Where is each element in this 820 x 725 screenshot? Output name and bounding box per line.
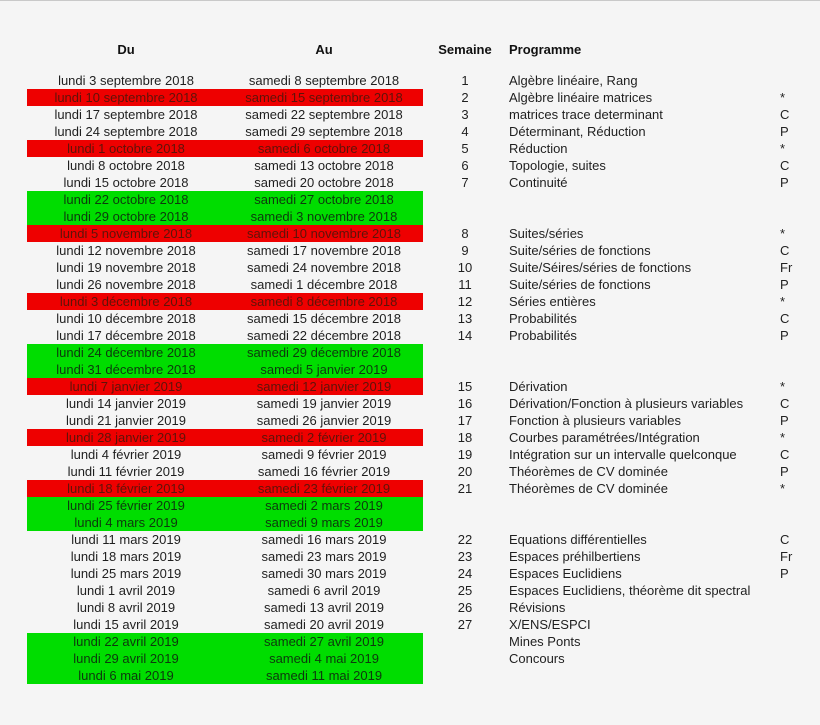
note-cell <box>780 344 816 361</box>
table-row <box>0 616 820 633</box>
semaine-number-cell: 15 <box>457 379 473 394</box>
au-date-cell: samedi 23 février 2019 <box>257 481 391 496</box>
note-cell: P <box>780 277 789 292</box>
note-cell <box>780 633 816 650</box>
programme-cell: X/ENS/ESPCI <box>509 617 591 632</box>
programme-cell: Espaces Euclidiens <box>509 566 622 581</box>
note-cell <box>780 208 816 225</box>
du-date-cell: lundi 24 décembre 2018 <box>56 345 196 360</box>
table-row <box>0 259 820 276</box>
column-header-au: Au <box>315 42 333 57</box>
du-date-cell: lundi 15 octobre 2018 <box>63 175 189 190</box>
semaine-number-cell: 7 <box>461 175 469 190</box>
table-row <box>0 395 820 412</box>
du-date-cell: lundi 7 janvier 2019 <box>69 379 183 394</box>
du-date-cell: lundi 11 février 2019 <box>67 464 185 479</box>
programme-cell: Séries entières <box>509 294 596 309</box>
note-cell: C <box>780 532 790 547</box>
du-date-cell: lundi 17 décembre 2018 <box>56 328 196 343</box>
table-row <box>0 344 820 361</box>
programme-cell: Topologie, suites <box>509 158 606 173</box>
au-date-cell: samedi 29 décembre 2018 <box>247 345 401 360</box>
column-header-programme: Programme <box>509 42 582 57</box>
semaine-number-cell: 18 <box>457 430 473 445</box>
au-date-cell: samedi 8 septembre 2018 <box>248 73 400 88</box>
table-row <box>0 208 820 225</box>
table-row <box>0 582 820 599</box>
du-date-cell: lundi 17 septembre 2018 <box>54 107 198 122</box>
programme-cell <box>509 191 779 208</box>
au-date-cell: samedi 1 décembre 2018 <box>250 277 398 292</box>
programme-cell: Réduction <box>509 141 568 156</box>
note-cell: P <box>780 175 789 190</box>
note-cell: P <box>780 124 789 139</box>
du-date-cell: lundi 5 novembre 2018 <box>59 226 193 241</box>
programme-cell: Suite/séries de fonctions <box>509 277 651 292</box>
semaine-number-cell <box>437 208 493 225</box>
note-cell: P <box>780 464 789 479</box>
au-date-cell: samedi 26 janvier 2019 <box>256 413 392 428</box>
semaine-number-cell: 9 <box>461 243 469 258</box>
programme-cell: Equations différentielles <box>509 532 647 547</box>
au-date-cell: samedi 15 décembre 2018 <box>247 311 401 326</box>
du-date-cell: lundi 6 mai 2019 <box>78 668 174 683</box>
note-cell: Fr <box>780 260 793 275</box>
semaine-number-cell: 1 <box>461 73 469 88</box>
programme-cell: Courbes paramétrées/Intégration <box>509 430 700 445</box>
semaine-number-cell: 23 <box>457 549 473 564</box>
table-row <box>0 531 820 548</box>
du-date-cell: lundi 18 février 2019 <box>67 481 185 496</box>
au-date-cell: samedi 13 avril 2019 <box>264 600 384 615</box>
programme-cell: Théorèmes de CV dominée <box>509 464 668 479</box>
programme-cell: Mines Ponts <box>509 634 581 649</box>
du-date-cell: lundi 11 mars 2019 <box>71 532 181 547</box>
au-date-cell: samedi 10 novembre 2018 <box>247 226 401 241</box>
au-date-cell: samedi 6 avril 2019 <box>267 583 381 598</box>
du-date-cell: lundi 22 avril 2019 <box>73 634 179 649</box>
semaine-number-cell: 11 <box>458 277 472 292</box>
table-row <box>0 157 820 174</box>
table-row <box>0 191 820 208</box>
programme-cell: Intégration sur un intervalle quelconque <box>509 447 737 462</box>
note-cell <box>780 497 816 514</box>
table-row <box>0 123 820 140</box>
note-cell <box>780 72 816 89</box>
au-date-cell: samedi 22 décembre 2018 <box>247 328 401 343</box>
du-date-cell: lundi 1 avril 2019 <box>76 583 176 598</box>
column-header-du: Du <box>117 42 135 57</box>
table-row <box>0 650 820 667</box>
note-cell: P <box>780 566 789 581</box>
au-date-cell: samedi 2 mars 2019 <box>265 498 383 513</box>
au-date-cell: samedi 4 mai 2019 <box>269 651 379 666</box>
au-date-cell: samedi 6 octobre 2018 <box>257 141 391 156</box>
note-cell: * <box>780 141 786 156</box>
note-cell: P <box>780 413 789 428</box>
semaine-number-cell: 13 <box>457 311 473 326</box>
au-date-cell: samedi 27 avril 2019 <box>264 634 384 649</box>
table-row <box>0 463 820 480</box>
programme-cell: Probabilités <box>509 311 577 326</box>
au-date-cell: samedi 5 janvier 2019 <box>260 362 388 377</box>
semaine-number-cell: 24 <box>457 566 473 581</box>
programme-cell: Suites/séries <box>509 226 584 241</box>
programme-cell: Révisions <box>509 600 566 615</box>
note-cell: C <box>780 311 790 326</box>
table-row <box>0 667 820 684</box>
table-row <box>0 72 820 89</box>
du-date-cell: lundi 1 octobre 2018 <box>67 141 185 156</box>
au-date-cell: samedi 23 mars 2019 <box>261 549 387 564</box>
du-date-cell: lundi 18 mars 2019 <box>70 549 182 564</box>
semaine-number-cell: 22 <box>457 532 473 547</box>
note-cell: C <box>780 107 790 122</box>
au-date-cell: samedi 29 septembre 2018 <box>245 124 403 139</box>
au-date-cell: samedi 9 février 2019 <box>261 447 387 462</box>
semaine-number-cell: 27 <box>457 617 473 632</box>
semaine-number-cell: 21 <box>457 481 473 496</box>
programme-cell: Dérivation/Fonction à plusieurs variables <box>509 396 744 411</box>
table-body <box>0 72 820 684</box>
note-cell: C <box>780 158 790 173</box>
du-date-cell: lundi 4 février 2019 <box>70 447 182 462</box>
du-date-cell: lundi 28 janvier 2019 <box>66 430 186 445</box>
table-row <box>0 480 820 497</box>
programme-cell: Continuité <box>509 175 568 190</box>
programme-cell: Concours <box>509 651 565 666</box>
semaine-number-cell: 14 <box>457 328 473 343</box>
du-date-cell: lundi 25 février 2019 <box>67 498 185 513</box>
au-date-cell: samedi 15 septembre 2018 <box>245 90 403 105</box>
note-cell: C <box>780 243 790 258</box>
programme-cell: Déterminant, Réduction <box>509 124 646 139</box>
programme-cell: matrices trace determinant <box>509 107 663 122</box>
semaine-number-cell <box>437 361 493 378</box>
semaine-number-cell: 25 <box>457 583 473 598</box>
programme-cell <box>509 497 779 514</box>
semaine-number-cell: 19 <box>457 447 473 462</box>
du-date-cell: lundi 8 octobre 2018 <box>67 158 185 173</box>
du-date-cell: lundi 21 janvier 2019 <box>66 413 186 428</box>
table-row <box>0 140 820 157</box>
du-date-cell: lundi 8 avril 2019 <box>76 600 176 615</box>
table-row <box>0 599 820 616</box>
programme-cell <box>509 208 779 225</box>
note-cell <box>780 582 816 599</box>
table-row <box>0 633 820 650</box>
semaine-number-cell: 20 <box>457 464 473 479</box>
semaine-number-cell: 16 <box>457 396 473 411</box>
table-row <box>0 174 820 191</box>
table-row <box>0 429 820 446</box>
programme-cell: Probabilités <box>509 328 577 343</box>
semaine-number-cell <box>437 497 493 514</box>
du-date-cell: lundi 31 décembre 2018 <box>56 362 196 377</box>
table-row <box>0 565 820 582</box>
semaine-number-cell: 17 <box>457 413 473 428</box>
au-date-cell: samedi 24 novembre 2018 <box>247 260 401 275</box>
du-date-cell: lundi 29 avril 2019 <box>73 651 179 666</box>
table-row <box>0 412 820 429</box>
note-cell <box>780 361 816 378</box>
semaine-number-cell: 8 <box>461 226 469 241</box>
table-row <box>0 293 820 310</box>
programme-cell: Suite/Séires/séries de fonctions <box>509 260 692 275</box>
table-row <box>0 106 820 123</box>
note-cell: * <box>780 481 786 496</box>
note-cell: * <box>780 294 786 309</box>
programme-cell <box>509 514 779 531</box>
au-date-cell: samedi 16 février 2019 <box>257 464 391 479</box>
table-row <box>0 225 820 242</box>
semaine-number-cell: 4 <box>461 124 469 139</box>
note-cell <box>780 514 816 531</box>
table-row <box>0 276 820 293</box>
programme-cell: Algèbre linéaire matrices <box>509 90 653 105</box>
programme-cell: Fonction à plusieurs variables <box>509 413 681 428</box>
du-date-cell: lundi 25 mars 2019 <box>70 566 182 581</box>
au-date-cell: samedi 3 novembre 2018 <box>250 209 398 224</box>
semaine-number-cell <box>437 344 493 361</box>
programme-cell <box>509 667 779 684</box>
au-date-cell: samedi 27 octobre 2018 <box>254 192 394 207</box>
semaine-number-cell <box>437 667 493 684</box>
du-date-cell: lundi 15 avril 2019 <box>73 617 179 632</box>
programme-cell: Espaces préhilbertiens <box>509 549 641 564</box>
semaine-number-cell: 26 <box>457 600 473 615</box>
programme-cell: Suite/séries de fonctions <box>509 243 651 258</box>
au-date-cell: samedi 2 février 2019 <box>261 430 387 445</box>
programme-cell: Espaces Euclidiens, théorème dit spectral <box>509 583 751 598</box>
semaine-number-cell: 6 <box>461 158 469 173</box>
du-date-cell: lundi 24 septembre 2018 <box>54 124 198 139</box>
note-cell <box>780 650 816 667</box>
du-date-cell: lundi 10 décembre 2018 <box>56 311 196 326</box>
table-row <box>0 378 820 395</box>
semaine-number-cell <box>437 633 493 650</box>
table-row <box>0 446 820 463</box>
schedule-sheet <box>0 1 820 725</box>
du-date-cell: lundi 26 novembre 2018 <box>56 277 196 292</box>
note-cell: * <box>780 379 786 394</box>
table-row <box>0 514 820 531</box>
du-date-cell: lundi 3 septembre 2018 <box>58 73 194 88</box>
table-row <box>0 310 820 327</box>
semaine-number-cell: 3 <box>461 107 469 122</box>
au-date-cell: samedi 30 mars 2019 <box>261 566 387 581</box>
au-date-cell: samedi 20 octobre 2018 <box>254 175 394 190</box>
au-date-cell: samedi 13 octobre 2018 <box>254 158 394 173</box>
du-date-cell: lundi 22 octobre 2018 <box>63 192 189 207</box>
table-row <box>0 361 820 378</box>
note-cell: * <box>780 90 786 105</box>
note-cell: Fr <box>780 549 793 564</box>
du-date-cell: lundi 14 janvier 2019 <box>66 396 186 411</box>
note-cell <box>780 667 816 684</box>
au-date-cell: samedi 20 avril 2019 <box>264 617 384 632</box>
note-cell: * <box>780 226 786 241</box>
programme-cell <box>509 361 779 378</box>
au-date-cell: samedi 9 mars 2019 <box>265 515 383 530</box>
semaine-number-cell <box>437 650 493 667</box>
programme-cell: Algèbre linéaire, Rang <box>509 73 638 88</box>
note-cell: * <box>780 430 786 445</box>
du-date-cell: lundi 4 mars 2019 <box>74 515 178 530</box>
programme-cell <box>509 344 779 361</box>
au-date-cell: samedi 12 janvier 2019 <box>256 379 392 394</box>
table-row <box>0 242 820 259</box>
semaine-number-cell: 5 <box>461 141 469 156</box>
column-header-semaine: Semaine <box>438 42 492 57</box>
semaine-number-cell: 2 <box>461 90 469 105</box>
table-row <box>0 548 820 565</box>
du-date-cell: lundi 3 décembre 2018 <box>59 294 193 309</box>
du-date-cell: lundi 12 novembre 2018 <box>56 243 196 258</box>
table-row <box>0 89 820 106</box>
note-cell: C <box>780 447 790 462</box>
programme-cell: Dérivation <box>509 379 568 394</box>
au-date-cell: samedi 11 mai 2019 <box>265 668 383 683</box>
semaine-number-cell <box>437 191 493 208</box>
du-date-cell: lundi 19 novembre 2018 <box>56 260 196 275</box>
note-cell <box>780 191 816 208</box>
au-date-cell: samedi 17 novembre 2018 <box>247 243 401 258</box>
programme-cell: Théorèmes de CV dominée <box>509 481 668 496</box>
semaine-number-cell <box>437 514 493 531</box>
note-cell: P <box>780 328 789 343</box>
au-date-cell: samedi 16 mars 2019 <box>261 532 387 547</box>
note-cell <box>780 616 816 633</box>
semaine-number-cell: 12 <box>457 294 473 309</box>
au-date-cell: samedi 19 janvier 2019 <box>256 396 392 411</box>
table-row <box>0 327 820 344</box>
du-date-cell: lundi 10 septembre 2018 <box>54 90 198 105</box>
du-date-cell: lundi 29 octobre 2018 <box>63 209 189 224</box>
au-date-cell: samedi 8 décembre 2018 <box>250 294 398 309</box>
table-row <box>0 497 820 514</box>
note-cell <box>780 599 816 616</box>
semaine-number-cell: 10 <box>457 260 473 275</box>
note-cell: C <box>780 396 790 411</box>
au-date-cell: samedi 22 septembre 2018 <box>245 107 403 122</box>
